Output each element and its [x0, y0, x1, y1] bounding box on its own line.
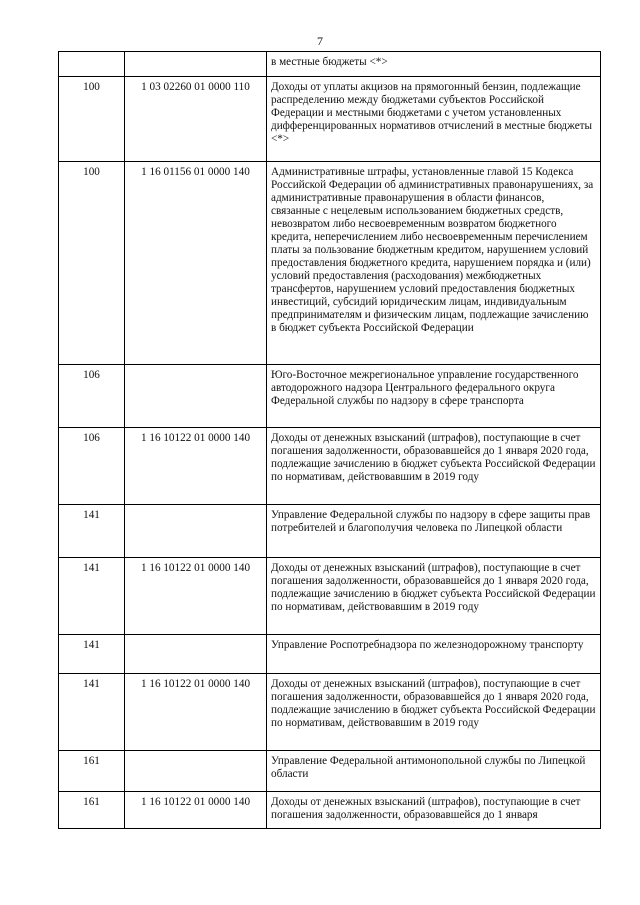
table-row	[59, 428, 601, 505]
table-row	[59, 751, 601, 792]
admin-code-cell: 141	[59, 674, 125, 751]
description-cell: Управление Федеральной антимонопольной службы по Липецкой области	[267, 751, 601, 792]
budget-code-cell: 1 16 10122 01 0000 140	[125, 674, 267, 751]
budget-code-cell: 1 03 02260 01 0000 110	[125, 77, 267, 162]
table-row	[59, 558, 601, 635]
description-cell: Юго-Восточное межрегиональное управление государственного автодорожного надзора Центрального федерального округа Федеральной службы по надзору в сфере транспорта	[267, 365, 601, 428]
admin-code-cell: 100	[59, 77, 125, 162]
admin-code-cell: 100	[59, 162, 125, 365]
description-cell: Доходы от денежных взысканий (штрафов), поступающие в счет погашения задолженности, образовавшейся до 1 января 2020 года, подлежащие зачислению в бюджет субъекта Российской Федерации по нормативам, действовавшим в 2019 году	[267, 674, 601, 751]
admin-code-cell: 141	[59, 635, 125, 674]
budget-code-cell	[125, 365, 267, 428]
table-row	[59, 792, 601, 829]
admin-code-cell: 161	[59, 751, 125, 792]
budget-code-cell	[125, 635, 267, 674]
description-cell: Административные штрафы, установленные главой 15 Кодекса Российской Федерации об административных правонарушениях, за административные правонарушения в области финансов, связанные с нецелевым использованием бюджетных средств, невозвратом либо несвоевременным возвратом бюджетного кредита, неперечислением либо несвоевременным перечислением платы за пользование бюджетным кредитом, нарушением условий предоставления бюджетного кредита, нарушением порядка и (или) условий предоставления (расходования) межбюджетных трансфертов, нарушением условий предоставления бюджетных инвестиций, субсидий юридическим лицам, индивидуальным предпринимателям и физическим лицам, подлежащие зачислению в бюджет субъекта Российской Федерации	[267, 162, 601, 365]
budget-code-cell	[125, 505, 267, 558]
admin-code-cell: 141	[59, 505, 125, 558]
admin-code-cell: 141	[59, 558, 125, 635]
budget-code-cell: 1 16 01156 01 0000 140	[125, 162, 267, 365]
admin-code-cell: 106	[59, 428, 125, 505]
budget-code-cell: 1 16 10122 01 0000 140	[125, 792, 267, 829]
description-cell: Доходы от уплаты акцизов на прямогонный бензин, подлежащие распределению между бюджетами субъектов Российской Федерации и местными бюджетами с учетом установленных дифференцированных нормативов отчислений в местные бюджеты <*>	[267, 77, 601, 162]
description-cell: Доходы от денежных взысканий (штрафов), поступающие в счет погашения задолженности, образовавшейся до 1 января 2020 года, подлежащие зачислению в бюджет субъекта Российской Федерации по нормативам, действовавшим в 2019 году	[267, 428, 601, 505]
budget-code-cell	[125, 751, 267, 792]
admin-code-cell: 161	[59, 792, 125, 829]
table-row	[59, 162, 601, 365]
description-cell: Доходы от денежных взысканий (штрафов), поступающие в счет погашения задолженности, образовавшейся до 1 января	[267, 792, 601, 829]
table-row	[59, 365, 601, 428]
budget-code-cell: 1 16 10122 01 0000 140	[125, 428, 267, 505]
description-cell: в местные бюджеты <*>	[267, 52, 601, 77]
revenue-classification-table	[58, 51, 601, 829]
table-row	[59, 52, 601, 77]
page-number: 7	[317, 34, 323, 48]
table-row	[59, 635, 601, 674]
description-cell: Доходы от денежных взысканий (штрафов), поступающие в счет погашения задолженности, образовавшейся до 1 января 2020 года, подлежащие зачислению в бюджет субъекта Российской Федерации по нормативам, действовавшим в 2019 году	[267, 558, 601, 635]
table-row	[59, 505, 601, 558]
budget-code-cell	[125, 52, 267, 77]
budget-code-cell: 1 16 10122 01 0000 140	[125, 558, 267, 635]
admin-code-cell: 106	[59, 365, 125, 428]
admin-code-cell	[59, 52, 125, 77]
table-row	[59, 674, 601, 751]
description-cell: Управление Роспотребнадзора по железнодорожному транспорту	[267, 635, 601, 674]
description-cell: Управление Федеральной службы по надзору в сфере защиты прав потребителей и благополучия человека по Липецкой области	[267, 505, 601, 558]
table-row	[59, 77, 601, 162]
